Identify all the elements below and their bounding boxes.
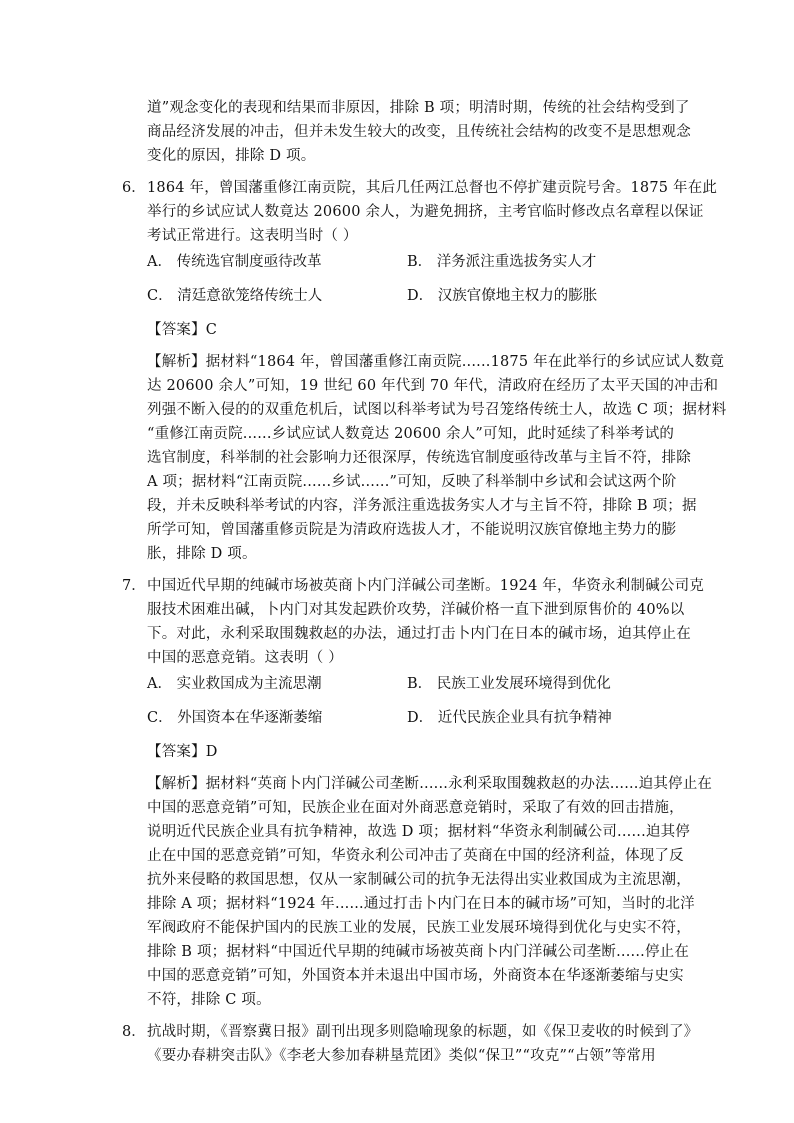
analysis-line: 所学可知，曾国藩重修贡院是为清政府选拔人才，不能说明汉族官僚地主势力的膨	[147, 522, 677, 538]
question-stem-line: 举行的乡试应试人数竟达 20600 余人，为避免拥挤，主考官临时修改点名章程以保证	[147, 204, 704, 220]
option-c: C． 清廷意欲笼络传统士人	[147, 288, 323, 304]
analysis-line: 中国的恶意竞销”可知，外国资本并未退出中国市场，外商资本在华逐渐萎缩与史实	[147, 968, 684, 984]
question-number: 6．	[122, 180, 146, 196]
question-number: 8．	[122, 1024, 146, 1040]
option-b: B． 民族工业发展环境得到优化	[407, 676, 611, 692]
question-stem-line: 下。对此，永利采取围魏救赵的办法，通过打击卜内门在日本的碱市场，迫其停止在	[147, 626, 691, 642]
question-stem-line: 抗战时期，《晋察冀日报》副刊出现多则隐喻现象的标题，如《保卫麦收的时候到了》	[147, 1024, 699, 1040]
question-stem-line: 1864 年，曾国藩重修江南贡院，其后几任两江总督也不停扩建贡院号舍。1875 年在此	[147, 180, 718, 196]
question-stem-line: 服技术困难出碱，卜内门对其发起跌价攻势，洋碱价格一直下泄到原售价的 40%以	[147, 602, 685, 618]
analysis-line: 军阀政府不能保护国内的民族工业的发展，民族工业发展环境得到优化与史实不符，	[147, 920, 691, 936]
option-d: D． 汉族官僚地主权力的膨胀	[407, 288, 598, 304]
question-stem-line: 中国的恶意竞销。这表明（ ）	[147, 650, 343, 666]
analysis-line: 段，并未反映科举考试的内容，洋务派注重选拔务实人才与主旨不符，排除 B 项；据	[147, 498, 697, 514]
analysis-line: 【解析】据材料“1864 年，曾国藩重修江南贡院......1875 年在此举行的乡试应试人数竟	[147, 354, 725, 370]
option-a: A． 实业救国成为主流思潮	[147, 676, 322, 692]
question-stem-line: 《要办春耕突击队》《李老大参加春耕垦荒团》类似“保卫”“攻克”“占领”等常用	[147, 1048, 656, 1064]
analysis-line: 选官制度，科举制的社会影响力还很深厚，传统选官制度亟待改革与主旨不符，排除	[147, 450, 691, 466]
answer: 【答案】D	[147, 744, 218, 760]
question-stem-line: 中国近代早期的纯碱市场被英商卜内门洋碱公司垄断。1924 年，华资永利制碱公司克	[147, 578, 705, 594]
analysis-line: 【解析】据材料“英商卜内门洋碱公司垄断......永利采取围魏救赵的办法......迫其停止在	[147, 776, 713, 792]
analysis-line: A 项；据材料“江南贡院......乡试......”可知，反映了科举制中乡试和会试这两个阶	[147, 474, 677, 490]
analysis-line: 止在中国的恶意竞销”可知，华资永利公司冲击了英商在中国的经济利益，体现了反	[147, 848, 684, 864]
analysis-line: 不符，排除 C 项。	[147, 992, 271, 1008]
analysis-line: 胀，排除 D 项。	[147, 546, 257, 562]
option-a: A． 传统选官制度亟待改革	[147, 254, 322, 270]
answer: 【答案】C	[147, 322, 218, 338]
intro-line: 商品经济发展的冲击，但并未发生较大的改变，且传统社会结构的改变不是思想观念	[147, 124, 691, 140]
analysis-line: 达 20600 余人”可知，19 世纪 60 年代到 70 年代，清政府在经历了太平天国的冲击和	[147, 378, 719, 394]
analysis-line: 抗外来侵略的救国思想，仅从一家制碱公司的抗争无法得出实业救国成为主流思潮，	[147, 872, 691, 888]
analysis-line: 中国的恶意竞销”可知，民族企业在面对外商恶意竞销时，采取了有效的回击措施，	[147, 800, 684, 816]
analysis-line: 说明近代民族企业具有抗争精神，故选 D 项；据材料“华资永利制碱公司......迫其停	[147, 824, 691, 840]
analysis-line: 列强不断入侵的的双重危机后，试图以科举考试为号召笼络传统士人，故选 C 项；据材料	[147, 402, 727, 418]
option-c: C． 外国资本在华逐渐萎缩	[147, 710, 323, 726]
option-b: B． 洋务派注重选拔务实人才	[407, 254, 597, 270]
analysis-line: “重修江南贡院......乡试应试人数竟达 20600 余人”可知，此时延续了科举考试的	[147, 426, 675, 442]
option-d: D． 近代民族企业具有抗争精神	[407, 710, 612, 726]
question-stem-line: 考试正常进行。这表明当时（ ）	[147, 228, 358, 244]
intro-line: 道”观念变化的表现和结果而非原因，排除 B 项；明清时期，传统的社会结构受到了	[147, 100, 690, 116]
intro-line: 变化的原因，排除 D 项。	[147, 148, 316, 164]
question-number: 7．	[122, 578, 146, 594]
analysis-line: 排除 A 项；据材料“1924 年......通过打击卜内门在日本的碱市场”可知，当时的北洋	[147, 896, 695, 912]
analysis-line: 排除 B 项；据材料“中国近代早期的纯碱市场被英商卜内门洋碱公司垄断......停止在	[147, 944, 690, 960]
